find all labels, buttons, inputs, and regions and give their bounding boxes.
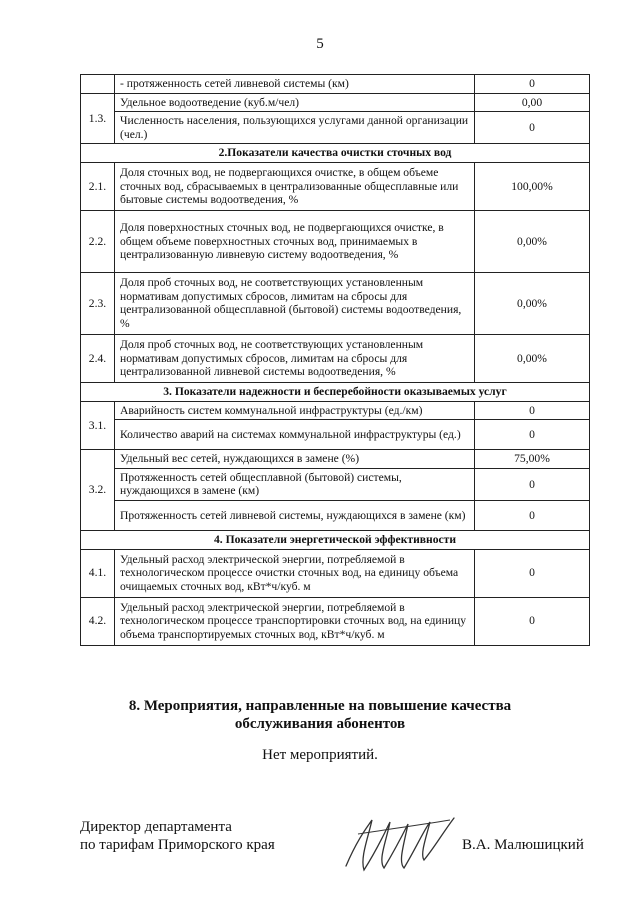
row-number: 3.2.: [81, 450, 115, 531]
indicator-name: Протяженность сетей общесплавной (бытовой) системы, нуждающихся в замене (км): [115, 468, 475, 500]
indicator-value: 0: [475, 500, 590, 530]
indicator-value: 0,00%: [475, 334, 590, 382]
indicator-value: 0: [475, 401, 590, 420]
section-title: 2.Показатели качества очистки сточных вод: [81, 144, 590, 163]
indicator-value: 0,00%: [475, 272, 590, 334]
row-number: 2.3.: [81, 272, 115, 334]
row-number: [81, 75, 115, 94]
indicators-table: [80, 74, 590, 646]
indicator-name: Количество аварий на системах коммунальной инфраструктуры (ед.): [115, 420, 475, 450]
indicator-name: Численность населения, пользующихся услугами данной организации (чел.): [115, 112, 475, 144]
section-heading-line1: 8. Мероприятия, направленные на повышение качества: [128, 698, 512, 714]
indicator-name: Удельный вес сетей, нуждающихся в замене (%): [115, 450, 475, 469]
indicator-name: Доля поверхностных сточных вод, не подвергающихся очистке, в общем объеме поверхностных сточных вод, принимаемых в централизованную ливневую систему водоотведения, %: [115, 210, 475, 272]
indicator-name: - протяженность сетей ливневой системы (км): [115, 75, 475, 94]
position-line1: Директор департамента: [80, 819, 232, 835]
indicator-name: Аварийность систем коммунальной инфраструктуры (ед./км): [115, 401, 475, 420]
table-row: [81, 468, 590, 500]
table-row: [81, 272, 590, 334]
indicator-value: 75,00%: [475, 450, 590, 469]
section-title: 4. Показатели энергетической эффективности: [81, 530, 590, 549]
section-row: [81, 530, 590, 549]
table-row: [81, 500, 590, 530]
table-row: [81, 549, 590, 597]
indicator-value: 0,00%: [475, 210, 590, 272]
indicator-name: Доля сточных вод, не подвергающихся очистке, в общем объеме сточных вод, сбрасываемых в централизованные общесплавные или бытовые системы водоотведения, %: [115, 162, 475, 210]
table-row: [81, 112, 590, 144]
table-row: [81, 162, 590, 210]
indicator-name: Доля проб сточных вод, не соответствующих установленным нормативам допустимых сбросов, лимитам на сбросы для централизованной общесплавной (бытовой) системы водоотведения, %: [115, 272, 475, 334]
signatory-name: В.А. Малюшицкий: [462, 837, 584, 853]
indicator-value: 0,00: [475, 93, 590, 112]
row-number: 4.1.: [81, 549, 115, 597]
indicator-name: Удельный расход электрической энергии, потребляемой в технологическом процессе очистки сточных вод, на единицу объема очищаемых сточных вод, кВт*ч/куб. м: [115, 549, 475, 597]
row-number: 2.1.: [81, 162, 115, 210]
handwritten-signature: [338, 808, 458, 880]
indicator-value: 0: [475, 75, 590, 94]
table-row: [81, 401, 590, 420]
position-line2: по тарифам Приморского края: [80, 837, 275, 853]
section-heading-line2: обслуживания абонентов: [234, 716, 406, 732]
table-row: [81, 334, 590, 382]
section-row: [81, 382, 590, 401]
table-row: [81, 597, 590, 645]
row-number: 2.4.: [81, 334, 115, 382]
no-measures-text: Нет мероприятий.: [262, 747, 378, 763]
row-number: 2.2.: [81, 210, 115, 272]
indicator-value: 0: [475, 597, 590, 645]
indicator-value: 0: [475, 549, 590, 597]
indicator-name: Удельный расход электрической энергии, потребляемой в технологическом процессе транспортировки сточных вод, на единицу объема транспортируемых сточных вод, кВт*ч/куб. м: [115, 597, 475, 645]
signatory-position: [80, 818, 275, 854]
row-number: 3.1.: [81, 401, 115, 450]
indicator-value: 100,00%: [475, 162, 590, 210]
table-row: [81, 420, 590, 450]
indicator-value: 0: [475, 112, 590, 144]
row-number: 4.2.: [81, 597, 115, 645]
table-row: [81, 450, 590, 469]
indicator-name: Протяженность сетей ливневой системы, нуждающихся в замене (км): [115, 500, 475, 530]
row-number: 1.3.: [81, 93, 115, 144]
indicator-name: Доля проб сточных вод, не соответствующих установленным нормативам допустимых сбросов, лимитам на сбросы для централизованной ливневой системы водоотведения, %: [115, 334, 475, 382]
section-row: [81, 144, 590, 163]
indicator-name: Удельное водоотведение (куб.м/чел): [115, 93, 475, 112]
section-title: 3. Показатели надежности и бесперебойности оказываемых услуг: [81, 382, 590, 401]
indicator-value: 0: [475, 468, 590, 500]
table-row: [81, 210, 590, 272]
page-number: 5: [316, 36, 324, 52]
table-row: [81, 93, 590, 112]
indicator-value: 0: [475, 420, 590, 450]
section-heading: [0, 697, 640, 733]
table-row: [81, 75, 590, 94]
